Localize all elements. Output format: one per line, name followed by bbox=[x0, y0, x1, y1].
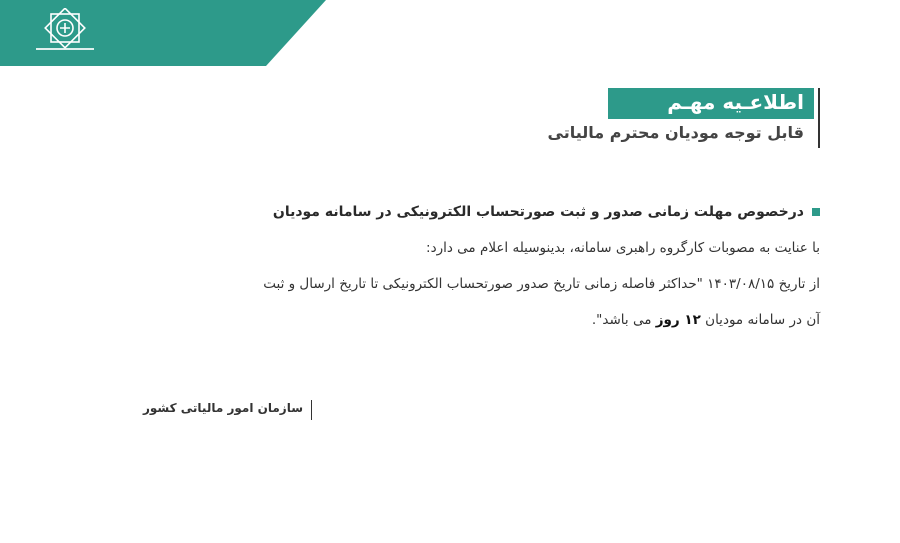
notice-title-bar bbox=[608, 88, 814, 119]
notice-header-rule bbox=[818, 88, 820, 148]
paragraph-line2-start: آن در سامانه مودیان bbox=[705, 312, 820, 328]
notice-title: اطلاعـیه مهـم bbox=[667, 90, 804, 114]
content-heading: درخصوص مهلت زمانی صدور و ثبت صورتحساب الکترونیکی در سامانه مودیان bbox=[272, 204, 804, 220]
content-heading-row bbox=[260, 204, 820, 220]
content-intro: با عنایت به مصوبات کارگروه راهبری سامانه، بدینوسیله اعلام می دارد: bbox=[426, 240, 820, 256]
bullet-square-icon bbox=[812, 208, 820, 216]
paragraph-line2-end: می باشد". bbox=[591, 312, 652, 328]
emblem-caption bbox=[36, 46, 94, 52]
notice-subtitle: قابل توجه مودیان محترم مالیاتی bbox=[547, 123, 804, 142]
content-paragraph-line1: از تاریخ ۱۴۰۳/۰۸/۱۵ "حداکثر فاصله زمانی تاریخ صدور صورتحساب الکترونیکی تا تاریخ ارسال و ثبت bbox=[263, 276, 820, 292]
notice-header bbox=[547, 88, 814, 152]
deadline-days: ۱۲ روز bbox=[655, 312, 701, 328]
signature: سازمان امور مالیاتی کشور bbox=[143, 400, 312, 420]
content-paragraph-line2 bbox=[260, 312, 820, 328]
